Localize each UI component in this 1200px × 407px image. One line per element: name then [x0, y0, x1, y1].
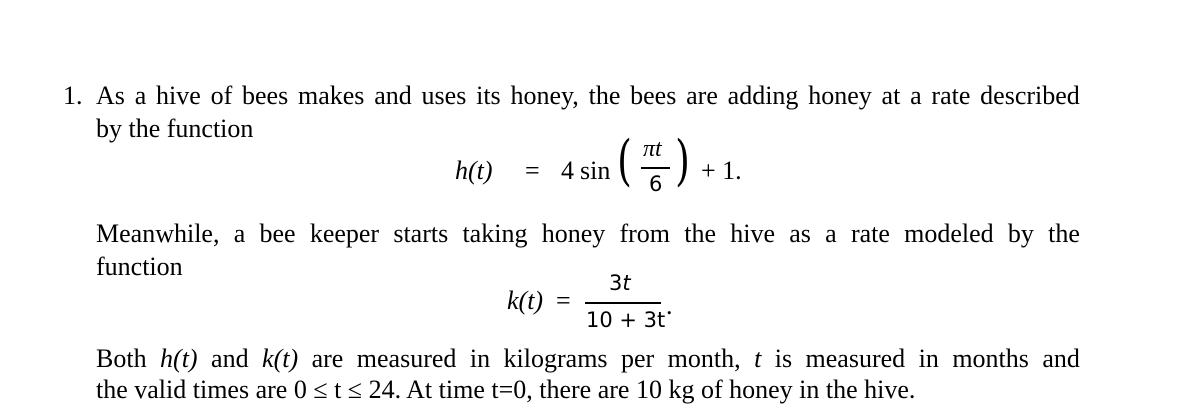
intro-word: honey [808, 81, 872, 110]
intro-word: a [910, 81, 922, 110]
intro-line-1 [96, 80, 1080, 112]
middle-word: taking [462, 219, 528, 248]
middle-word: honey [541, 219, 606, 248]
intro-word: its [476, 81, 501, 110]
h-lhs: h(t) [455, 156, 493, 185]
k-frac-num-var: t [622, 271, 631, 295]
k-period: . [666, 291, 673, 320]
final-word: kilograms [503, 344, 608, 373]
middle-word: from [619, 219, 671, 248]
final-word: is [774, 344, 793, 373]
h-equals: = [525, 156, 540, 185]
k-frac-num: 3t [609, 271, 631, 295]
intro-word: As [96, 81, 125, 110]
final-word: Both [96, 344, 147, 373]
middle-word: by [1007, 219, 1034, 248]
final-word: in [469, 344, 491, 373]
final-word: measured [356, 344, 457, 373]
middle-word: rate [850, 219, 890, 248]
intro-word: honey, [510, 81, 579, 110]
final-line-2: the valid times are 0 ≤ t ≤ 24. At time t=0, there are 10 kg of honey in the hive. [96, 375, 916, 404]
final-word: and [1042, 344, 1080, 373]
k-frac-den: 10 + 3t [586, 308, 666, 332]
intro-word: bees [242, 81, 289, 110]
h-frac-num: πt [643, 136, 662, 162]
final-word: and [211, 344, 249, 373]
middle-word: starts [393, 219, 449, 248]
h-right-paren: ) [675, 129, 690, 192]
final-line-1 [96, 343, 1080, 375]
final-word: are [311, 344, 344, 373]
middle-line-2: function [96, 252, 183, 281]
intro-word: are [686, 81, 718, 110]
intro-word: adding [727, 81, 799, 110]
intro-word: rate [931, 81, 971, 110]
problem-number: 1. [63, 81, 83, 110]
final-word: in [918, 344, 939, 373]
middle-word: the [1048, 219, 1080, 248]
middle-word: keeper [309, 219, 380, 248]
intro-word: a [134, 81, 147, 110]
middle-word: modeled [904, 219, 994, 248]
intro-word: described [980, 81, 1080, 110]
intro-word: bees [630, 81, 677, 110]
h-plus: + 1. [701, 156, 742, 185]
h-frac-den: 6 [649, 172, 663, 196]
final-word: h(t) [160, 344, 198, 373]
final-word: measured [805, 344, 906, 373]
intro-word: and [374, 81, 412, 110]
intro-word: uses [421, 81, 467, 110]
intro-word: at [881, 81, 901, 110]
middle-word: a [233, 219, 246, 248]
final-word: month, [667, 344, 741, 373]
middle-line-1 [96, 218, 1080, 250]
k-equals: = [556, 286, 571, 315]
middle-word: bee [259, 219, 296, 248]
h-frac-bar [641, 167, 670, 169]
k-lhs: k(t) [507, 286, 544, 315]
h-sin: sin [580, 156, 611, 185]
final-word: months [952, 344, 1029, 373]
h-coef: 4 [561, 156, 574, 185]
intro-word: the [588, 81, 621, 110]
h-left-paren: ( [617, 129, 632, 192]
middle-word: a [825, 219, 837, 248]
intro-word: hive [156, 81, 201, 110]
final-word: k(t) [262, 344, 299, 373]
k-frac-bar [585, 302, 661, 304]
final-word: per [621, 344, 655, 373]
middle-word: Meanwhile, [96, 219, 220, 248]
intro-word: of [210, 81, 233, 110]
middle-word: hive [730, 219, 776, 248]
intro-line-2: by the function [96, 114, 254, 143]
middle-word: as [789, 219, 811, 248]
intro-word: makes [298, 81, 365, 110]
middle-word: the [684, 219, 717, 248]
final-word: t [754, 344, 762, 373]
